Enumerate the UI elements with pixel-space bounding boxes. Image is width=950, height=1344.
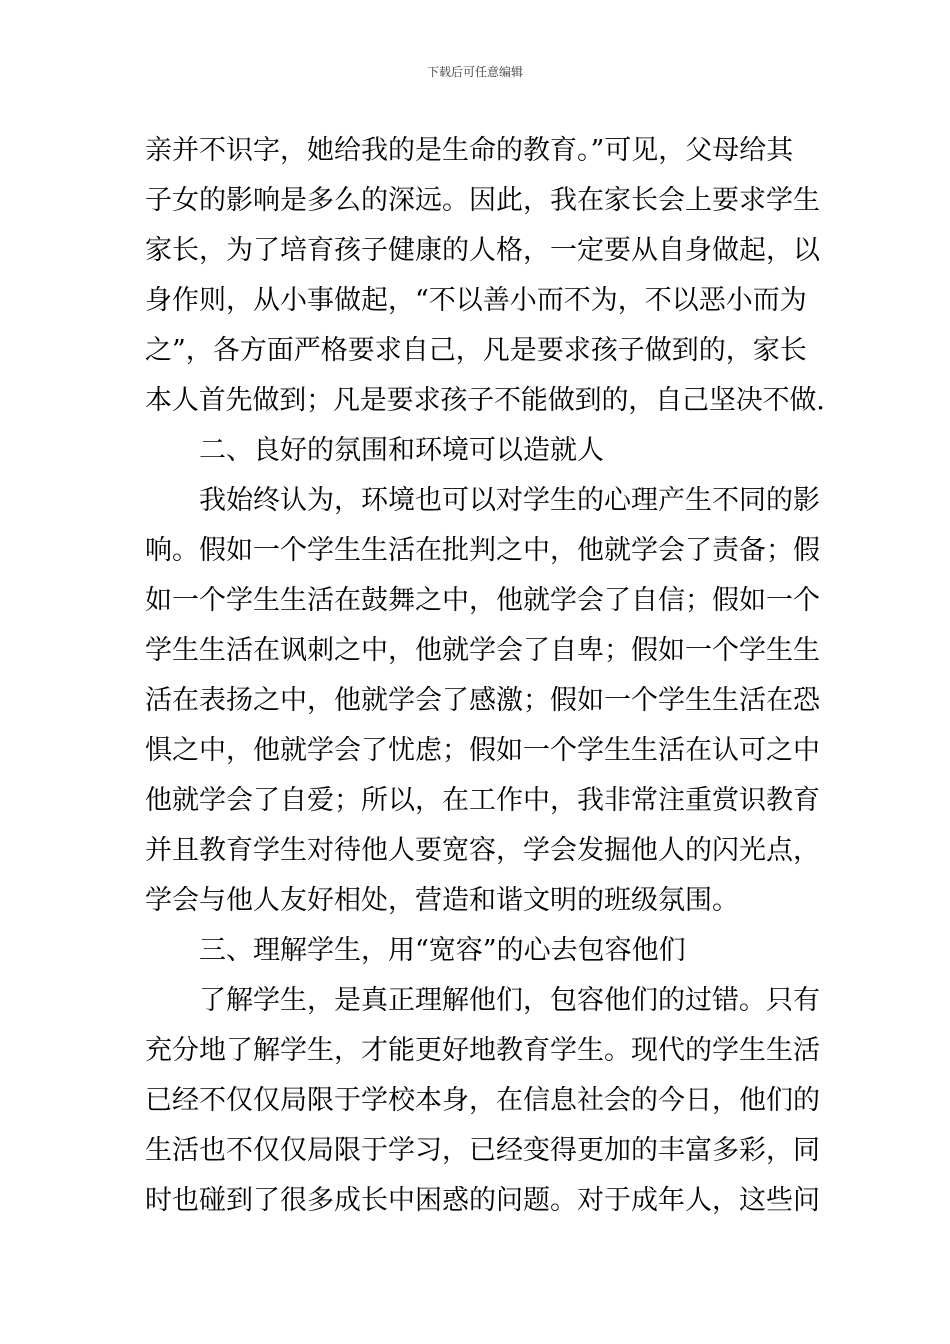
text-line: 已经不仅仅局限于学校本身，在信息社会的今日，他们的	[145, 1085, 820, 1116]
text-line: 响。假如一个学生生活在批判之中，他就学会了责备；假	[145, 535, 820, 566]
text-line: 时也碰到了很多成长中困惑的问题。对于成年人，这些问	[145, 1185, 820, 1216]
text-line: 惧之中，他就学会了忧虑；假如一个学生生活在认可之中	[145, 735, 820, 766]
text-line: 活在表扬之中，他就学会了感激；假如一个学生生活在恐	[145, 685, 820, 716]
text-line: 二、良好的氛围和环境可以造就人	[199, 435, 604, 466]
text-line: 身作则，从小事做起，“不以善小而不为，不以恶小而为	[145, 285, 807, 316]
document-body	[145, 126, 825, 1226]
text-line: 学会与他人友好相处，营造和谐文明的班级氛围。	[145, 885, 739, 916]
text-line: 学生生活在讽刺之中，他就学会了自卑；假如一个学生生	[145, 635, 820, 666]
text-line: 亲并不识字，她给我的是生命的教育。”可见，父母给其	[145, 135, 794, 166]
text-line: 生活也不仅仅局限于学习，已经变得更加的丰富多彩，同	[145, 1135, 820, 1166]
text-line: 充分地了解学生，才能更好地教育学生。现代的学生生活	[145, 1035, 820, 1066]
text-line: 三、理解学生，用“宽容”的心去包容他们	[199, 935, 686, 966]
text-line: 本人首先做到；凡是要求孩子不能做到的，自己坚决不做.	[145, 385, 825, 416]
text-line: 子女的影响是多么的深远。因此，我在家长会上要求学生	[145, 185, 820, 216]
page-header: 下载后可任意编辑	[426, 65, 523, 79]
text-line: 他就学会了自爱；所以，在工作中，我非常注重赏识教育	[145, 785, 820, 816]
text-line: 之”，各方面严格要求自己，凡是要求孩子做到的，家长	[145, 335, 807, 366]
text-line: 我始终认为，环境也可以对学生的心理产生不同的影	[199, 485, 820, 516]
text-line: 了解学生，是真正理解他们，包容他们的过错。只有	[199, 985, 820, 1016]
text-line: 家长，为了培育孩子健康的人格，一定要从自身做起，以	[145, 235, 820, 266]
text-line: 如一个学生生活在鼓舞之中，他就学会了自信；假如一个	[145, 585, 820, 616]
text-line: 并且教育学生对待他人要宽容，学会发掘他人的闪光点，	[145, 835, 820, 866]
